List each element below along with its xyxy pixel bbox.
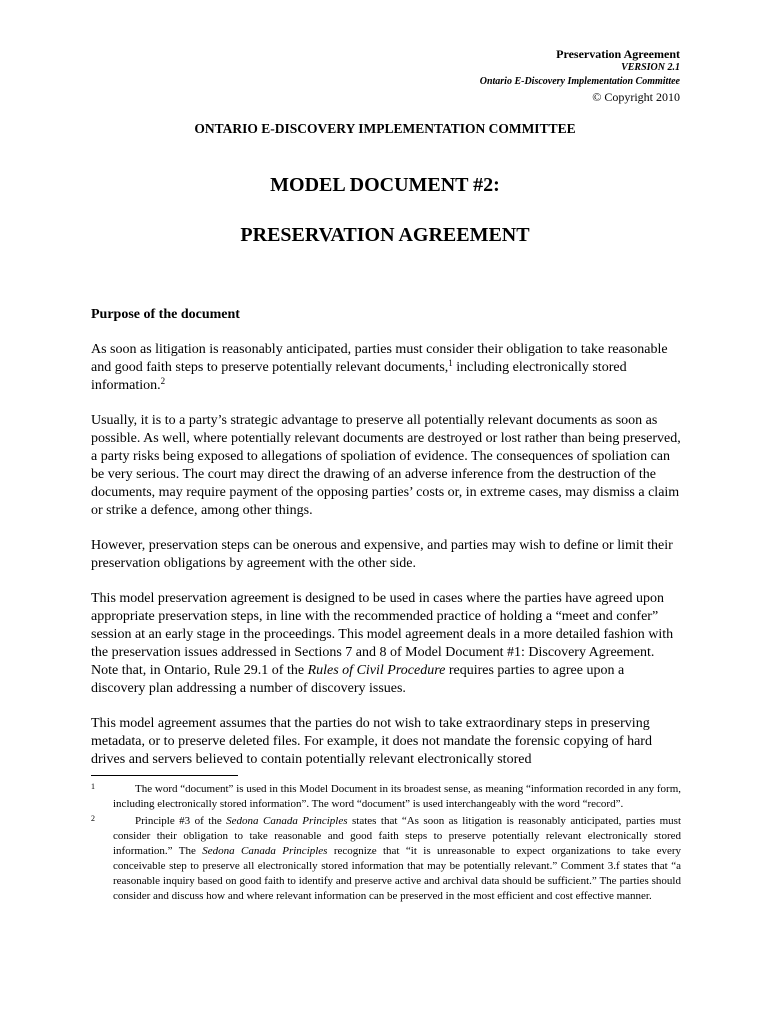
- header-title: Preservation Agreement: [556, 47, 680, 61]
- footnote-1: [91, 782, 681, 812]
- body-text: [91, 306, 681, 786]
- document-title: MODEL DOCUMENT #2:: [270, 174, 500, 196]
- document-subtitle: PRESERVATION AGREEMENT: [240, 224, 530, 246]
- committee-heading: ONTARIO E-DISCOVERY IMPLEMENTATION COMMITTEE: [194, 121, 576, 136]
- footnote-2-text: [113, 814, 681, 904]
- paragraph-3: However, preservation steps can be onerous and expensive, and parties may wish to define or limit their preservation obligations by agreement with the other side.: [91, 538, 673, 571]
- footnote-2: [91, 814, 681, 904]
- footnote-2-number: 2: [91, 814, 95, 823]
- paragraph-4-italic: Rules of Civil Procedure: [307, 663, 446, 678]
- paragraph-1-text-b: including electronically stored information.: [91, 360, 627, 393]
- header-version: VERSION 2.1: [621, 62, 680, 73]
- footnote-ref-1[interactable]: 1: [448, 358, 453, 368]
- footnote-2-text-b: states that “As soon as litigation is reasonably anticipated, parties must consider their obligation to take reasonable and good faith steps to preserve potentially relevant electronically stored information.” The: [113, 815, 682, 857]
- section-heading: Purpose of the document: [91, 307, 240, 322]
- footnote-divider: [91, 775, 238, 776]
- paragraph-4: [91, 590, 681, 698]
- running-header: [480, 47, 680, 104]
- footnote-1-number: 1: [91, 782, 95, 791]
- paragraph-4-text-b: requires parties to agree upon a discovery plan addressing a number of discovery issues.: [91, 663, 625, 696]
- footnote-ref-2[interactable]: 2: [160, 376, 166, 386]
- footnote-1-text: The word “document” is used in this Model Document in its broadest sense, as meaning “information recorded in any form, including electronically stored information”. The word “document” is used interchangeably with the word “record”.: [113, 783, 681, 810]
- header-copyright: © Copyright 2010: [592, 90, 680, 104]
- footnote-2-italic-a: Sedona Canada Principles: [226, 815, 348, 827]
- paragraph-5: This model agreement assumes that the parties do not wish to take extraordinary steps in preserving metadata, or to preserve deleted files. For example, it does not mandate the forensic copying of hard drives and servers believed to contain potentially relevant electronically stored: [91, 716, 652, 767]
- footnote-2-text-a: Principle #3 of the: [135, 815, 227, 827]
- paragraph-1-text-a: As soon as litigation is reasonably anticipated, parties must consider their obligation to take reasonable and good faith steps to preserve potentially relevant documents,: [91, 342, 668, 375]
- paragraph-4-text-a: This model preservation agreement is designed to be used in cases where the parties have agreed upon appropriate preservation steps, in line with the recommended practice of holding a “meet and confer” session at an early stage in the proceedings. This model agreement deals in a more detailed fashion with the preservation issues addressed in Sections 7 and 8 of Model Document #1: Discovery Agreement. Note that, in Ontario, Rule 29.1 of the: [91, 591, 674, 678]
- footnotes: [91, 782, 681, 906]
- header-committee: Ontario E-Discovery Implementation Committee: [479, 76, 680, 87]
- paragraph-2: Usually, it is to a party’s strategic advantage to preserve all potentially relevant documents as soon as possible. As well, where potentially relevant documents are destroyed or lost rather than being preserved, a party risks being exposed to allegations of spoliation of evidence. The consequences of spoliation can be very serious. The court may direct the drawing of an adverse inference from the destruction of the documents, may require payment of the opposing parties’ costs or, in extreme cases, may dismiss a claim or strike a defence, among other things.: [91, 413, 681, 518]
- paragraph-1: [91, 341, 681, 395]
- footnote-2-text-c: recognize that “it is unreasonable to expect organizations to take every conceivable step to preserve all electronically stored information that may be potentially relevant.” Comment 3.f states that “a reasonable inquiry based on good faith to identify and preserve active and archival data should be sufficient.” The parties should consider and discuss how and where relevant information can be preserved in the most efficient and cost effective manner.: [113, 845, 681, 902]
- footnote-2-italic-b: Sedona Canada Principles: [202, 845, 328, 857]
